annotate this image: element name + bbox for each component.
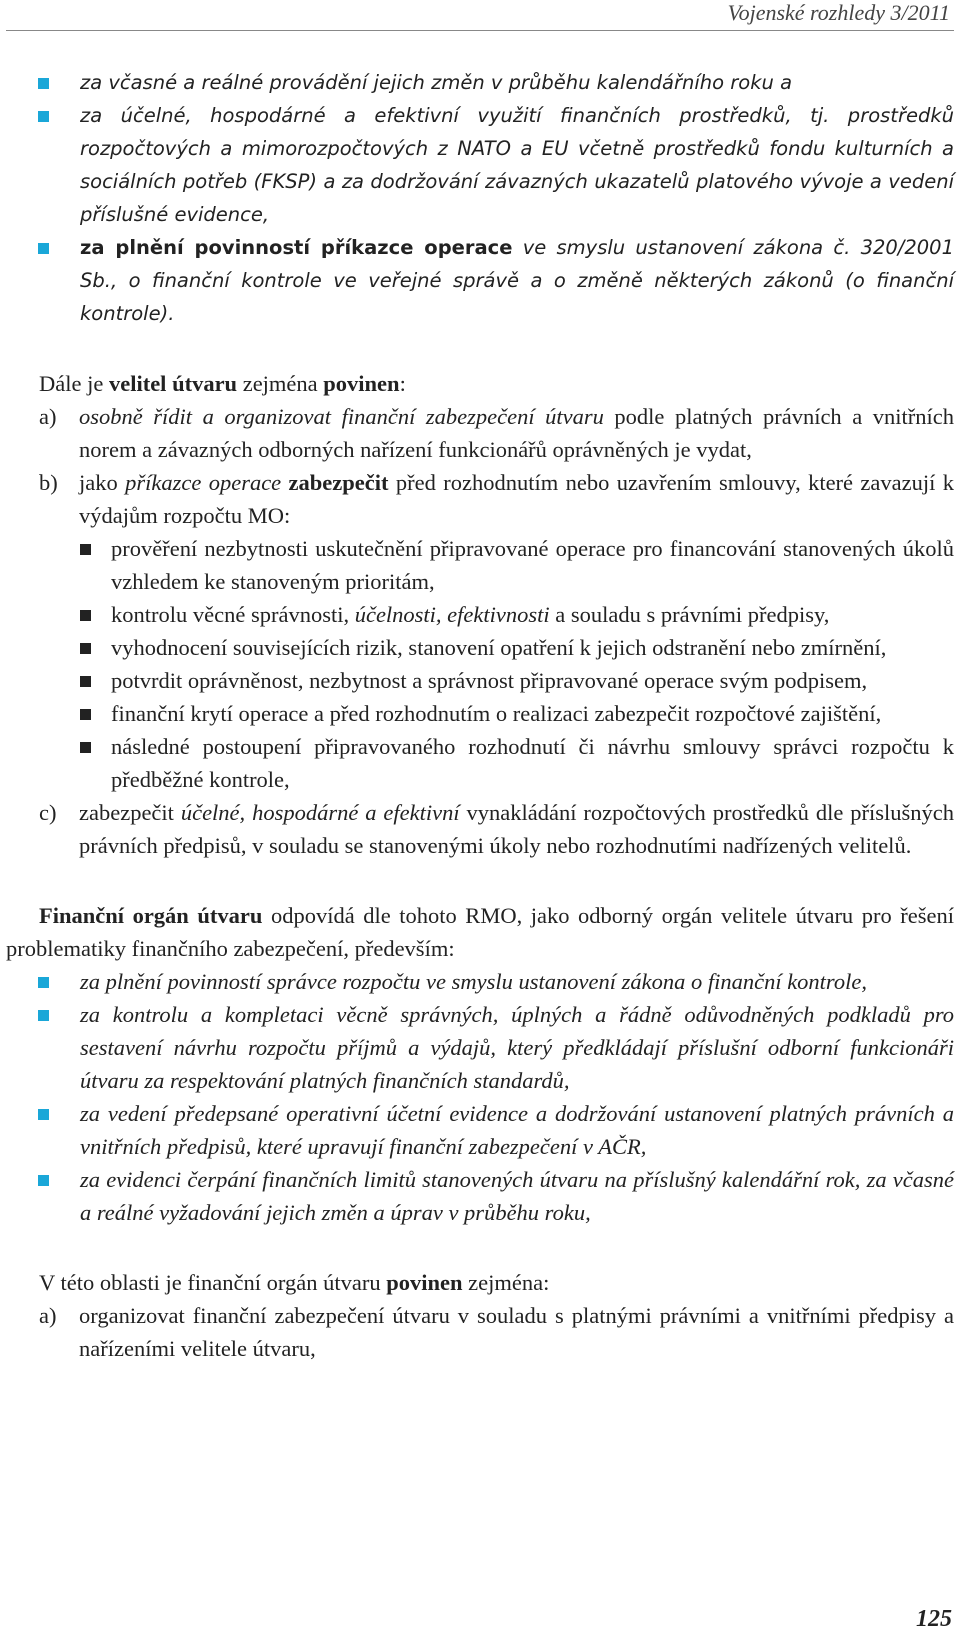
square-bullet-icon <box>38 1175 49 1186</box>
square-bullet-icon <box>38 78 49 89</box>
square-bullet-icon <box>80 643 91 654</box>
square-bullet-icon <box>38 1109 49 1120</box>
sub-list-item: prověření nezbytnosti uskutečnění připravované operace pro financování stanovených úkolů vzhledem ke stanoveným prioritám, <box>6 532 954 598</box>
list-item-text: za včasné a reálné provádění jejich změn v průběhu kalendářního roku a <box>80 71 793 94</box>
list-item: za vedení předepsané operativní účetní evidence a dodržování ustanovení platných právních a vnitřních předpisů, které upravují finanční zabezpečení v AČR, <box>6 1097 954 1163</box>
list-item: za kontrolu a kompletaci věcně správných, úplných a řádně odůvodněných podkladů pro sestavení návrhu rozpočtu příjmů a výdajů, který předkládají příslušní odborní funkcionáři útvaru za respektování platných finančních standardů, <box>6 998 954 1097</box>
square-bullet-icon <box>38 977 49 988</box>
lettered-item-a: a) osobně řídit a organizovat finanční zabezpečení útvaru podle platných právních a vnitřních norem a závazných odborných nařízení funkcionářů oprávněných je vydat, <box>39 404 954 462</box>
list-item <box>6 231 954 330</box>
sub-list-item: finanční krytí operace a před rozhodnutím o realizaci zabezpečit rozpočtové zajištění, <box>6 697 954 730</box>
list-item: za plnění povinností správce rozpočtu ve smyslu ustanovení zákona o finanční kontrole, <box>6 965 954 998</box>
square-bullet-icon <box>80 544 91 555</box>
list-item-emphasis: za plnění povinností příkazce operace <box>80 236 513 259</box>
list-item-text: ve smyslu ustanovení zákona č. 320/2001 Sb., o finanční kontrole ve veřejné správě a o změně některých zákonů (o finanční kontrole). <box>80 236 954 325</box>
article-body <box>6 66 954 1365</box>
sub-list-item: kontrolu věcné správnosti, účelnosti, efektivnosti a souladu s právními předpisy, <box>6 598 954 631</box>
square-bullet-icon <box>38 111 49 122</box>
square-bullet-icon <box>80 742 91 753</box>
spacer <box>6 862 954 899</box>
header-rule <box>6 30 954 31</box>
spacer <box>6 1229 954 1266</box>
spacer <box>6 330 954 367</box>
lettered-item-a: a) organizovat finanční zabezpečení útvaru v souladu s platnými právními a vnitřními předpisy a nařízeními velitele útvaru, <box>39 1303 954 1361</box>
sub-list-item: následné postoupení připravovaného rozhodnutí či návrhu smlouvy správci rozpočtu k předběžné kontrole, <box>6 730 954 796</box>
sub-list-item: potvrdit oprávněnost, nezbytnost a správnost připravované operace svým podpisem, <box>6 664 954 697</box>
list-item <box>6 99 954 231</box>
finance-intro: Finanční orgán útvaru odpovídá dle tohoto RMO, jako odborný orgán velitele útvaru pro řešení problematiky finančního zabezpečení, především: <box>6 903 954 961</box>
lettered-item-b: b) jako příkazce operace zabezpečit před rozhodnutím nebo uzavřením smlouvy, které zavazují k výdajům rozpočtu MO: <box>39 470 954 528</box>
list-item-text: za účelné, hospodárné a efektivní využití finančních prostředků, tj. prostředků rozpočtových a mimorozpočtových z NATO a EU včetně prostředků fondu kulturních a sociálních potřeb (FKSP) a za dodržování závazných ukazatelů platového vývoje a vedení příslušné evidence, <box>80 104 954 226</box>
square-bullet-icon <box>80 676 91 687</box>
square-bullet-icon <box>38 1010 49 1021</box>
sub-list-item: vyhodnocení souvisejících rizik, stanovení opatření k jejich odstranění nebo zmírnění, <box>6 631 954 664</box>
commander-intro: Dále je velitel útvaru zejména povinen: <box>39 371 406 396</box>
list-item <box>6 66 954 99</box>
square-bullet-icon <box>80 709 91 720</box>
square-bullet-icon <box>80 610 91 621</box>
square-bullet-icon <box>38 243 49 254</box>
journal-header: Vojenské rozhledy 3/2011 <box>727 0 950 25</box>
lettered-item-c: c) zabezpečit účelné, hospodárné a efektivní vynakládání rozpočtových prostředků dle příslušných právních předpisů, v souladu se stanovenými úkoly nebo rozhodnutími nadřízených velitelů. <box>39 800 954 858</box>
list-item: za evidenci čerpání finančních limitů stanovených útvaru na příslušný kalendářní rok, za včasné a reálné vyžadování jejich změn a úprav v průběhu roku, <box>6 1163 954 1229</box>
area-intro: V této oblasti je finanční orgán útvaru povinen zejména: <box>39 1270 550 1295</box>
page-number: 125 <box>916 1606 952 1632</box>
